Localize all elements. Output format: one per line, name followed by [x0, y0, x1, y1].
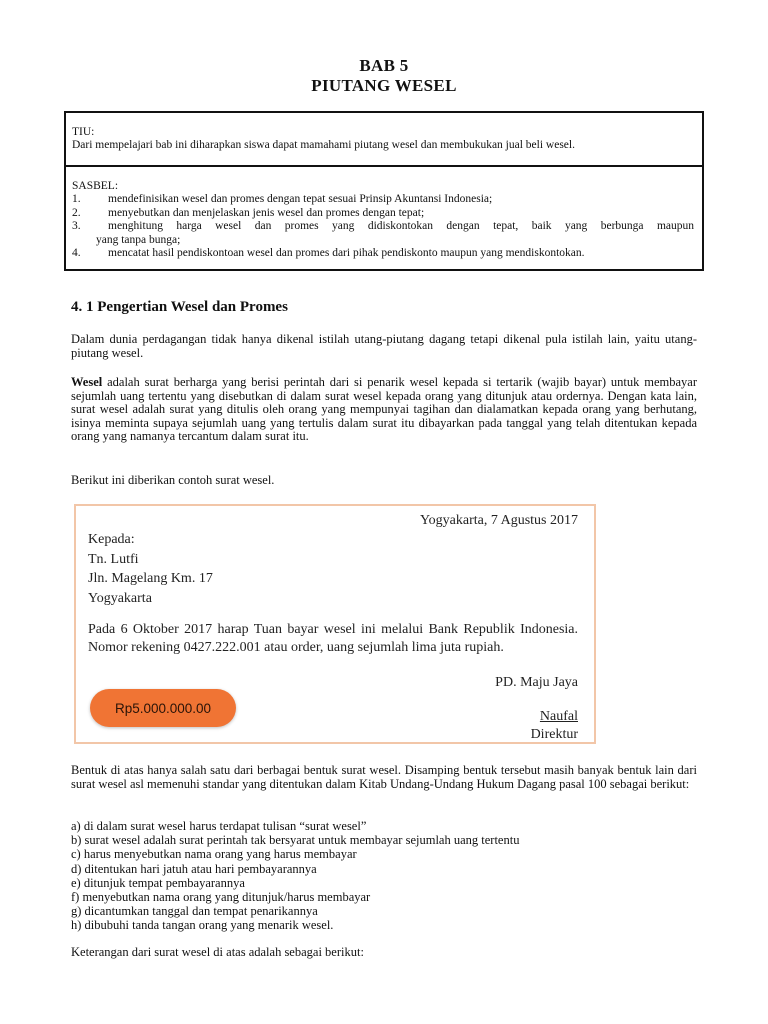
paragraph-explanation-intro: Keterangan dari surat wesel di atas adalah sebagai berikut: [71, 945, 364, 959]
term-wesel: Wesel [71, 375, 103, 389]
sasbel-item [72, 220, 694, 233]
paragraph-wesel-definition [71, 376, 697, 444]
wesel-date: Yogyakarta, 7 Agustus 2017 [419, 513, 578, 528]
paragraph-example-intro: Berikut ini diberikan contoh surat wesel. [71, 473, 275, 487]
sasbel-item-text: menghitung harga wesel dan promes yang didiskontokan dengan tepat, baik yang berbunga maupun [108, 220, 694, 233]
definition-text: adalah surat berharga yang berisi perintah dari si penarik wesel kepada si tertarik (wajib bayar) untuk membayar sejumlah uang tertentu yang disebutkan di dalam surat wesel kepada orang yang ditunjuk atau ordernya. Dengan kata lain, surat wesel adalah surat yang ditulis oleh orang yang mempunyai tagihan dan dialamatkan kepada orang yang berhutang, isinya meminta supaya sejumlah uang yang tertulis dalam surat itu dibayarkan pada tanggal yang telah ditentukan kepada orang yang namanya tercantum dalam surat itu. [71, 375, 697, 444]
list-item: f) menyebutkan nama orang yang ditunjuk/harus membayar [71, 890, 371, 905]
tiu-block [72, 126, 696, 153]
list-item: e) ditunjuk tempat pembayarannya [71, 875, 245, 890]
learning-objectives-box [64, 111, 704, 271]
wesel-amount-badge: Rp5.000.000.00 [90, 689, 236, 727]
sasbel-label: SASBEL: [72, 180, 119, 192]
chapter-number: BAB 5 [359, 56, 409, 75]
wesel-addressee-name: Tn. Lutfi [88, 551, 139, 567]
list-item: g) dicantumkan tanggal dan tempat penarikannya [71, 904, 318, 919]
chapter-title: PIUTANG WESEL [311, 76, 457, 95]
sasbel-item-number: 4. [72, 247, 81, 260]
sasbel-item-text: menyebutkan dan menjelaskan jenis wesel dan promes dengan tepat; [108, 206, 425, 219]
wesel-signer: Naufal [539, 709, 578, 724]
list-item: b) surat wesel adalah surat perintah tak bersyarat untuk membayar sejumlah uang tertentu [71, 833, 520, 848]
sasbel-item [72, 247, 694, 260]
paragraph-intro: Dalam dunia perdagangan tidak hanya dikenal istilah utang-piutang dagang tetapi dikenal pula istilah lain, yaitu utang-piutang wesel. [71, 332, 697, 360]
sasbel-item-number: 2. [72, 206, 81, 219]
list-item: a) di dalam surat wesel harus terdapat tulisan “surat wesel” [71, 819, 367, 833]
wesel-addressee-street: Jln. Magelang Km. 17 [88, 571, 213, 586]
wesel-example-card [74, 504, 596, 744]
wesel-addressee-city: Yogyakarta [88, 590, 152, 606]
wesel-company: PD. Maju Jaya [495, 675, 578, 690]
section-heading: 4. 1 Pengertian Wesel dan Promes [71, 299, 288, 315]
sasbel-item-number: 1. [72, 193, 81, 206]
sasbel-item-text: mendefinisikan wesel dan promes dengan tepat sesuai Prinsip Akuntansi Indonesia; [108, 193, 493, 206]
sasbel-block [72, 180, 694, 260]
requirements-list [71, 819, 697, 933]
paragraph-requirements-intro: Bentuk di atas hanya salah satu dari berbagai bentuk surat wesel. Disamping bentuk tersebut masih banyak bentuk lain dari surat wesel asl memenuhi standar yang ditentukan dalam Kitab Undang-Undang Hukum Dagang pasal 100 sebagai berikut: [71, 763, 697, 791]
box-divider [66, 165, 702, 167]
list-item: d) ditentukan hari jatuh atau hari pembayarannya [71, 861, 317, 876]
sasbel-item [72, 193, 694, 206]
sasbel-item-continuation: yang tanpa bunga; [96, 233, 181, 246]
sasbel-item-number: 3. [72, 220, 81, 233]
wesel-kepada-label: Kepada: [88, 532, 135, 547]
wesel-addressee [88, 530, 213, 608]
wesel-body-text: Pada 6 Oktober 2017 harap Tuan bayar wesel ini melalui Bank Republik Indonesia. Nomor rekening 0427.222.001 atau order, uang sejumlah lima juta rupiah. [88, 622, 578, 655]
wesel-signer-role: Direktur [530, 727, 578, 742]
sasbel-item [72, 207, 694, 220]
sasbel-item-text: mencatat hasil pendiskontoan wesel dan promes dari pihak pendiskonto maupun yang mendiskontokan. [108, 247, 585, 260]
tiu-label: TIU: [72, 126, 95, 138]
list-item: h) dibubuhi tanda tangan orang yang menarik wesel. [71, 918, 334, 933]
list-item: c) harus menyebutkan nama orang yang harus membayar [71, 847, 357, 862]
tiu-text: Dari mempelajari bab ini diharapkan siswa dapat mamahami piutang wesel dan membukukan jual beli wesel. [72, 139, 575, 152]
